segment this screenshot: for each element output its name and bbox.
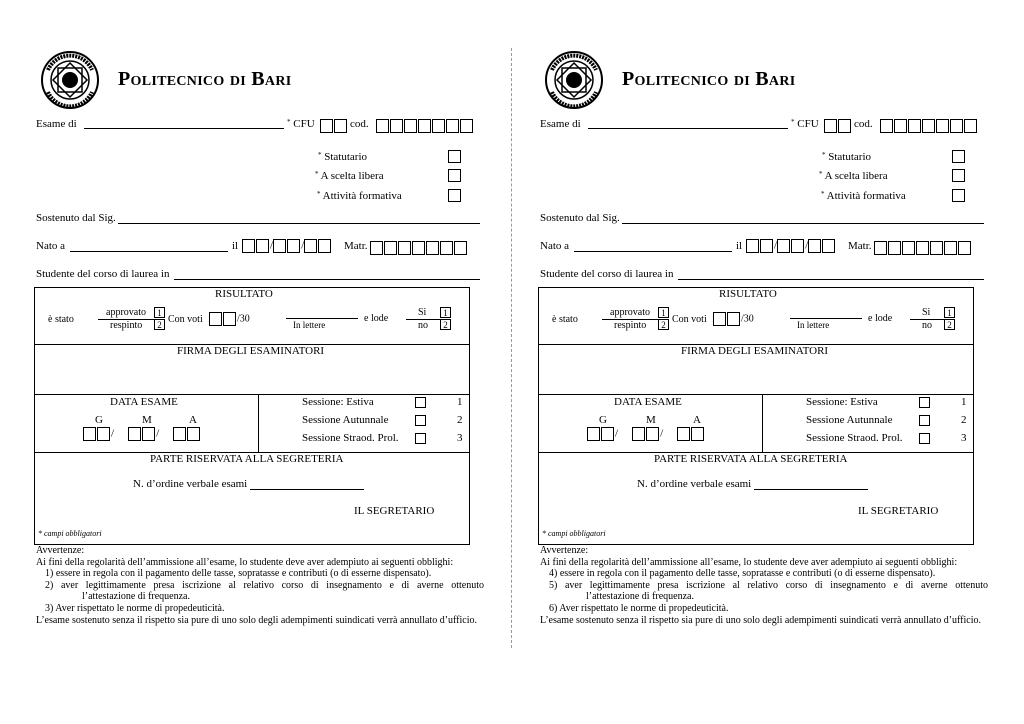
sessione-straord-label: Sessione Straod. Prol. bbox=[806, 432, 903, 444]
ordine-field[interactable] bbox=[754, 489, 868, 490]
cfu-boxes[interactable] bbox=[320, 117, 348, 135]
firma-heading: FIRMA DEGLI ESAMINATORI bbox=[681, 345, 829, 357]
lode-no-box[interactable]: 2 bbox=[944, 319, 955, 330]
sostenuto-label: Sostenuto dal Sig. bbox=[36, 212, 116, 224]
no-label: no bbox=[922, 320, 932, 331]
avvertenze-heading: Avvertenze: bbox=[540, 545, 589, 556]
cod-label: cod. bbox=[350, 118, 369, 130]
divider bbox=[34, 394, 470, 395]
anno-label: A bbox=[693, 414, 701, 426]
page-title: Politecnico di Bari bbox=[118, 68, 292, 90]
cod-boxes[interactable] bbox=[880, 117, 978, 135]
sessione-straord-checkbox[interactable] bbox=[415, 433, 426, 444]
voto-boxes[interactable]: /30 bbox=[209, 312, 250, 326]
nato-field[interactable] bbox=[70, 251, 228, 252]
in-lettere-label: In lettere bbox=[293, 320, 326, 330]
lode-no-box[interactable]: 2 bbox=[440, 319, 451, 330]
campi-obbligatori-note: * campi obbligatori bbox=[38, 529, 102, 538]
avvertenze-item: 4) essere in regola con il pagamento delle tasse, sopratasse e contributi (o di esserne dispensato). bbox=[549, 568, 936, 580]
sessione-estiva-checkbox[interactable] bbox=[415, 397, 426, 408]
campi-obbligatori-note: * campi obbligatori bbox=[542, 529, 606, 538]
corso-field[interactable] bbox=[678, 279, 984, 280]
ordine-label: N. d’ordine verbale esami bbox=[133, 478, 248, 490]
risultato-heading: RISULTATO bbox=[719, 288, 777, 300]
in-lettere-field[interactable] bbox=[790, 318, 862, 319]
data-esame-boxes[interactable]: / / bbox=[587, 427, 705, 441]
respinto-box[interactable]: 2 bbox=[658, 319, 669, 330]
cod-label: cod. bbox=[854, 118, 873, 130]
no-label: no bbox=[418, 320, 428, 331]
in-lettere-field[interactable] bbox=[286, 318, 358, 319]
giorno-label: G bbox=[95, 414, 103, 426]
segretario-label: IL SEGRETARIO bbox=[858, 505, 939, 517]
sessione-autunnale-checkbox[interactable] bbox=[919, 415, 930, 426]
divider bbox=[538, 394, 974, 395]
sessione-estiva-num: 1 bbox=[457, 396, 463, 408]
avvertenze-item: 3) Aver rispettato le norme di propedeuticità. bbox=[45, 602, 225, 614]
university-seal-logo bbox=[40, 50, 100, 110]
avvertenze-item-cont: l’attestazione di frequenza. bbox=[586, 591, 694, 603]
segreteria-heading: PARTE RISERVATA ALLA SEGRETERIA bbox=[150, 453, 344, 465]
data-esame-heading: DATA ESAME bbox=[614, 396, 682, 408]
cfu-label-wrap: * CFU bbox=[287, 118, 315, 130]
corso-label: Studente del corso di laurea in bbox=[540, 268, 674, 280]
sessione-straord-num: 3 bbox=[457, 432, 463, 444]
avvertenze-item-cont: l’attestazione di frequenza. bbox=[82, 591, 190, 603]
university-seal-logo bbox=[544, 50, 604, 110]
scelta-label: * A scelta libera bbox=[819, 170, 888, 182]
avvertenze-heading: Avvertenze: bbox=[36, 545, 85, 556]
exam-form-copy bbox=[538, 0, 993, 724]
sostenuto-label: Sostenuto dal Sig. bbox=[540, 212, 620, 224]
sessione-straord-label: Sessione Straod. Prol. bbox=[302, 432, 399, 444]
approvato-label: approvato bbox=[106, 307, 146, 318]
e-stato-label: è stato bbox=[48, 314, 74, 325]
statutario-checkbox[interactable] bbox=[952, 150, 965, 163]
segreteria-heading: PARTE RISERVATA ALLA SEGRETERIA bbox=[654, 453, 848, 465]
firma-heading: FIRMA DEGLI ESAMINATORI bbox=[177, 345, 325, 357]
sessione-estiva-checkbox[interactable] bbox=[919, 397, 930, 408]
sessione-autunnale-num: 2 bbox=[961, 414, 967, 426]
cut-line bbox=[511, 48, 512, 648]
attivita-checkbox[interactable] bbox=[952, 189, 965, 202]
esame-field[interactable] bbox=[588, 128, 788, 129]
e-stato-label: è stato bbox=[552, 314, 578, 325]
avvertenze-outro: L’esame sostenuto senza il rispetto sia pure di uno solo degli adempimenti suindicati verrà annullato d’ufficio. bbox=[540, 614, 982, 626]
con-voti-label: Con voti bbox=[672, 314, 707, 325]
voto-boxes[interactable]: /30 bbox=[713, 312, 754, 326]
e-lode-label: e lode bbox=[364, 313, 389, 324]
corso-field[interactable] bbox=[174, 279, 480, 280]
matr-label: Matr. bbox=[344, 240, 368, 252]
nato-field[interactable] bbox=[574, 251, 732, 252]
matr-boxes[interactable] bbox=[370, 239, 468, 257]
sostenuto-field[interactable] bbox=[622, 223, 984, 224]
statutario-label: * Statutario bbox=[822, 151, 872, 163]
approvato-box[interactable]: 1 bbox=[658, 307, 669, 318]
approvato-label: approvato bbox=[610, 307, 650, 318]
scelta-label: * A scelta libera bbox=[315, 170, 384, 182]
nato-label: Nato a bbox=[540, 240, 570, 252]
corso-label: Studente del corso di laurea in bbox=[36, 268, 170, 280]
respinto-label: respinto bbox=[110, 320, 143, 331]
cfu-label-wrap: * CFU bbox=[791, 118, 819, 130]
approvato-box[interactable]: 1 bbox=[154, 307, 165, 318]
lode-si-box[interactable]: 1 bbox=[440, 307, 451, 318]
esame-label: Esame di bbox=[36, 118, 77, 130]
il-label: il bbox=[232, 240, 239, 252]
sessione-straord-num: 3 bbox=[961, 432, 967, 444]
sessione-autunnale-checkbox[interactable] bbox=[415, 415, 426, 426]
attivita-label: * Attività formativa bbox=[821, 190, 906, 202]
cfu-boxes[interactable] bbox=[824, 117, 852, 135]
sessione-estiva-label: Sessione: Estiva bbox=[302, 396, 374, 408]
sessione-estiva-num: 1 bbox=[961, 396, 967, 408]
data-esame-heading: DATA ESAME bbox=[110, 396, 178, 408]
giorno-label: G bbox=[599, 414, 607, 426]
avvertenze-item: 2) aver legittimamente presa iscrizione al relativo corso di insegnamento e di averne ottenuto bbox=[45, 579, 484, 591]
si-label: Si bbox=[922, 307, 931, 318]
sessione-autunnale-label: Sessione Autunnale bbox=[806, 414, 893, 426]
avvertenze-item: 6) Aver rispettato le norme di propedeuticità. bbox=[549, 602, 729, 614]
risultato-heading: RISULTATO bbox=[215, 288, 273, 300]
avvertenze-notes bbox=[36, 545, 484, 626]
data-esame-boxes[interactable]: / / bbox=[83, 427, 201, 441]
e-lode-label: e lode bbox=[868, 313, 893, 324]
segretario-label: IL SEGRETARIO bbox=[354, 505, 435, 517]
mese-label: M bbox=[142, 414, 152, 426]
avvertenze-item: 1) essere in regola con il pagamento delle tasse, sopratasse e contributi (o di esserne dispensato). bbox=[45, 568, 432, 580]
avvertenze-outro: L’esame sostenuto senza il rispetto sia pure di uno solo degli adempimenti suindicati verrà annullato d’ufficio. bbox=[36, 614, 478, 626]
nato-label: Nato a bbox=[36, 240, 66, 252]
matr-label: Matr. bbox=[848, 240, 872, 252]
con-voti-label: Con voti bbox=[168, 314, 203, 325]
page-title: Politecnico di Bari bbox=[622, 68, 796, 90]
ordine-field[interactable] bbox=[250, 489, 364, 490]
in-lettere-label: In lettere bbox=[797, 320, 830, 330]
mese-label: M bbox=[646, 414, 656, 426]
esame-field[interactable] bbox=[84, 128, 284, 129]
sostenuto-field[interactable] bbox=[118, 223, 480, 224]
attivita-label: * Attività formativa bbox=[317, 190, 402, 202]
attivita-checkbox[interactable] bbox=[448, 189, 461, 202]
avvertenze-intro: Ai fini della regolarità dell’ammissione all’esame, lo studente deve aver adempiuto ai seguenti obblighi: bbox=[540, 556, 958, 568]
respinto-label: respinto bbox=[614, 320, 647, 331]
divider bbox=[258, 394, 259, 452]
cod-boxes[interactable] bbox=[376, 117, 474, 135]
birth-date-boxes[interactable]: / / bbox=[746, 239, 836, 253]
il-label: il bbox=[736, 240, 743, 252]
sessione-straord-checkbox[interactable] bbox=[919, 433, 930, 444]
respinto-box[interactable]: 2 bbox=[154, 319, 165, 330]
exam-form-copy bbox=[34, 0, 489, 724]
statutario-checkbox[interactable] bbox=[448, 150, 461, 163]
lode-si-box[interactable]: 1 bbox=[944, 307, 955, 318]
scelta-checkbox[interactable] bbox=[952, 169, 965, 182]
avvertenze-item: 5) aver legittimamente presa iscrizione al relativo corso di insegnamento e di averne ottenuto bbox=[549, 579, 988, 591]
statutario-label: * Statutario bbox=[318, 151, 368, 163]
avvertenze-intro: Ai fini della regolarità dell’ammissione all’esame, lo studente deve aver adempiuto ai seguenti obblighi: bbox=[36, 556, 454, 568]
avvertenze-notes bbox=[540, 545, 988, 626]
birth-date-boxes[interactable]: / / bbox=[242, 239, 332, 253]
esame-label: Esame di bbox=[540, 118, 581, 130]
sessione-autunnale-num: 2 bbox=[457, 414, 463, 426]
divider bbox=[762, 394, 763, 452]
sessione-estiva-label: Sessione: Estiva bbox=[806, 396, 878, 408]
matr-boxes[interactable] bbox=[874, 239, 972, 257]
ordine-label: N. d’ordine verbale esami bbox=[637, 478, 752, 490]
anno-label: A bbox=[189, 414, 197, 426]
scelta-checkbox[interactable] bbox=[448, 169, 461, 182]
sessione-autunnale-label: Sessione Autunnale bbox=[302, 414, 389, 426]
si-label: Si bbox=[418, 307, 427, 318]
